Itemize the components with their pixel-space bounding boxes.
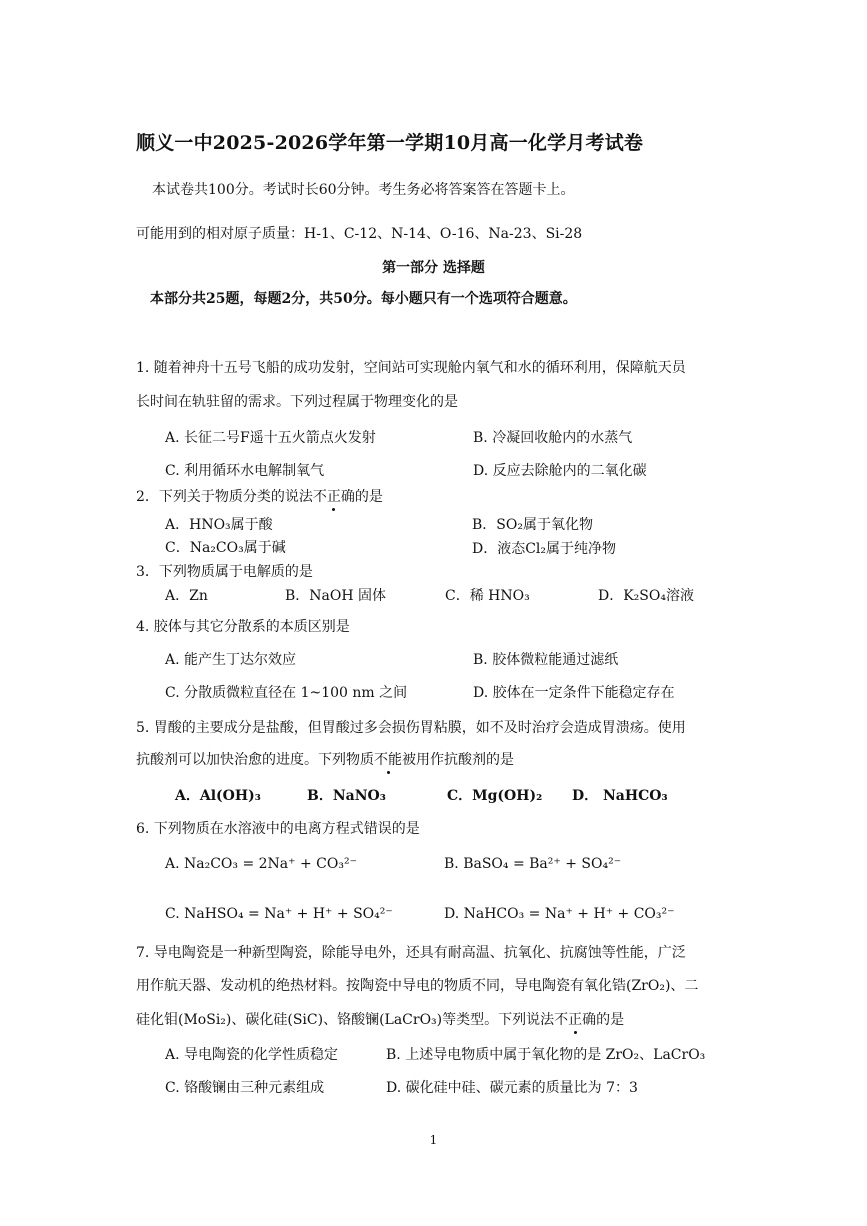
page-number: 1	[429, 1133, 438, 1147]
question-6-option-c: C. NaHSO₄ = Na⁺ + H⁺ + SO₄²⁻	[165, 906, 393, 922]
question-1-option-b: B. 冷凝回收舱内的水蒸气	[473, 430, 633, 446]
exam-title: 顺义一中2025-2026学年第一学期10月高一化学月考试卷	[136, 132, 644, 154]
question-4-option-d: D. 胶体在一定条件下能稳定存在	[473, 685, 675, 701]
question-1-option-c: C. 利用循环水电解制氧气	[165, 463, 325, 479]
question-4-option-b: B. 胶体微粒能通过滤纸	[473, 652, 619, 668]
question-3-option-b: B．NaOH 固体	[285, 588, 387, 604]
question-5-stem-line1: 5. 胃酸的主要成分是盐酸，但胃酸过多会损伤胃粘膜，如不及时治疗会造成胃溃疡。使用	[136, 720, 686, 736]
question-3-option-c: C．稀 HNO₃	[445, 588, 530, 604]
question-6-option-d: D. NaHCO₃ = Na⁺ + H⁺ + CO₃²⁻	[444, 906, 675, 922]
question-7-option-d: D. 碳化硅中硅、碳元素的质量比为 7：3	[386, 1080, 638, 1096]
question-1-stem-line1: 1. 随着神舟十五号飞船的成功发射，空间站可实现舱内氧气和水的循环利用，保障航天员	[136, 360, 686, 376]
question-7-stem-line3	[136, 1013, 624, 1027]
question-5-emphasis: 不能	[374, 752, 402, 768]
question-3-stem: 3．下列物质属于电解质的是	[136, 564, 313, 580]
question-7-stem-line2: 用作航天器、发动机的绝热材料。按陶瓷中导电的物质不同，导电陶瓷有氧化锆(ZrO₂)、二	[136, 978, 699, 994]
question-2-emphasis: 不正确	[312, 489, 355, 505]
question-2-stem	[136, 490, 383, 504]
question-3-option-a: A．Zn	[165, 588, 208, 604]
question-4-option-a: A. 能产生丁达尔效应	[165, 652, 297, 668]
question-2-option-d: D．液态Cl₂属于纯净物	[472, 541, 617, 557]
question-1-stem-line2: 长时间在轨驻留的需求。下列过程属于物理变化的是	[136, 394, 458, 410]
exam-intro: 本试卷共100分。考试时长60分钟。考生务必将答案答在答题卡上。	[152, 182, 575, 198]
question-5-option-b: B．NaNO₃	[307, 788, 386, 804]
question-6-stem: 6. 下列物质在水溶液中的电离方程式错误的是	[136, 821, 420, 837]
question-7-stem-line1: 7. 导电陶瓷是一种新型陶瓷，除能导电外，还具有耐高温、抗氧化、抗腐蚀等性能，广泛	[136, 945, 686, 961]
question-7-option-c: C. 铬酸镧由三种元素组成	[165, 1080, 325, 1096]
question-3-option-d: D．K₂SO₄溶液	[598, 588, 694, 604]
question-4-stem: 4. 胶体与其它分散系的本质区别是	[136, 619, 350, 635]
question-5-stem-end: 被用作抗酸剂的是	[402, 752, 514, 768]
question-2-option-a: A．HNO₃属于酸	[165, 517, 273, 533]
question-5-option-c: C．Mg(OH)₂	[447, 788, 543, 804]
question-2-option-c: C．Na₂CO₃属于碱	[165, 540, 286, 556]
question-7-option-b: B. 上述导电物质中属于氧化物的是 ZrO₂、LaCrO₃	[386, 1047, 706, 1063]
atomic-masses: 可能用到的相对原子质量：H-1、C-12、N-14、O-16、Na-23、Si-28	[136, 226, 583, 242]
question-5-option-d: D． NaHCO₃	[572, 788, 668, 804]
question-2-stem-end: 的是	[354, 489, 383, 505]
question-7-option-a: A. 导电陶瓷的化学性质稳定	[165, 1047, 339, 1063]
question-5-option-a: A．Al(OH)₃	[175, 788, 261, 804]
question-6-option-a: A. Na₂CO₃ = 2Na⁺ + CO₃²⁻	[165, 856, 357, 872]
question-5-stem-text: 抗酸剂可以加快治愈的进度。下列物质	[136, 752, 374, 768]
question-1-option-d: D. 反应去除舱内的二氧化碳	[473, 463, 647, 479]
question-1-option-a: A. 长征二号F遥十五火箭点火发射	[165, 430, 376, 446]
question-6-option-b: B. BaSO₄ = Ba²⁺ + SO₄²⁻	[444, 856, 622, 872]
question-2-option-b: B．SO₂属于氧化物	[472, 517, 593, 533]
question-4-option-c: C. 分散质微粒直径在 1~100 nm 之间	[165, 685, 408, 701]
question-5-stem-line2	[136, 753, 514, 767]
question-7-stem-text: 硅化钼(MoSi₂)、碳化硅(SiC)、铬酸镧(LaCrO₃)等类型。下列说法	[136, 1012, 555, 1028]
question-2-stem-text: 2．下列关于物质分类的说法	[136, 489, 313, 505]
part1-instruction: 本部分共25题，每题2分，共50分。每小题只有一个选项符合题意。	[150, 291, 577, 307]
question-7-emphasis: 不正确	[554, 1012, 597, 1028]
question-7-stem-end: 的是	[596, 1012, 625, 1028]
part1-heading: 第一部分 选择题	[382, 260, 485, 276]
